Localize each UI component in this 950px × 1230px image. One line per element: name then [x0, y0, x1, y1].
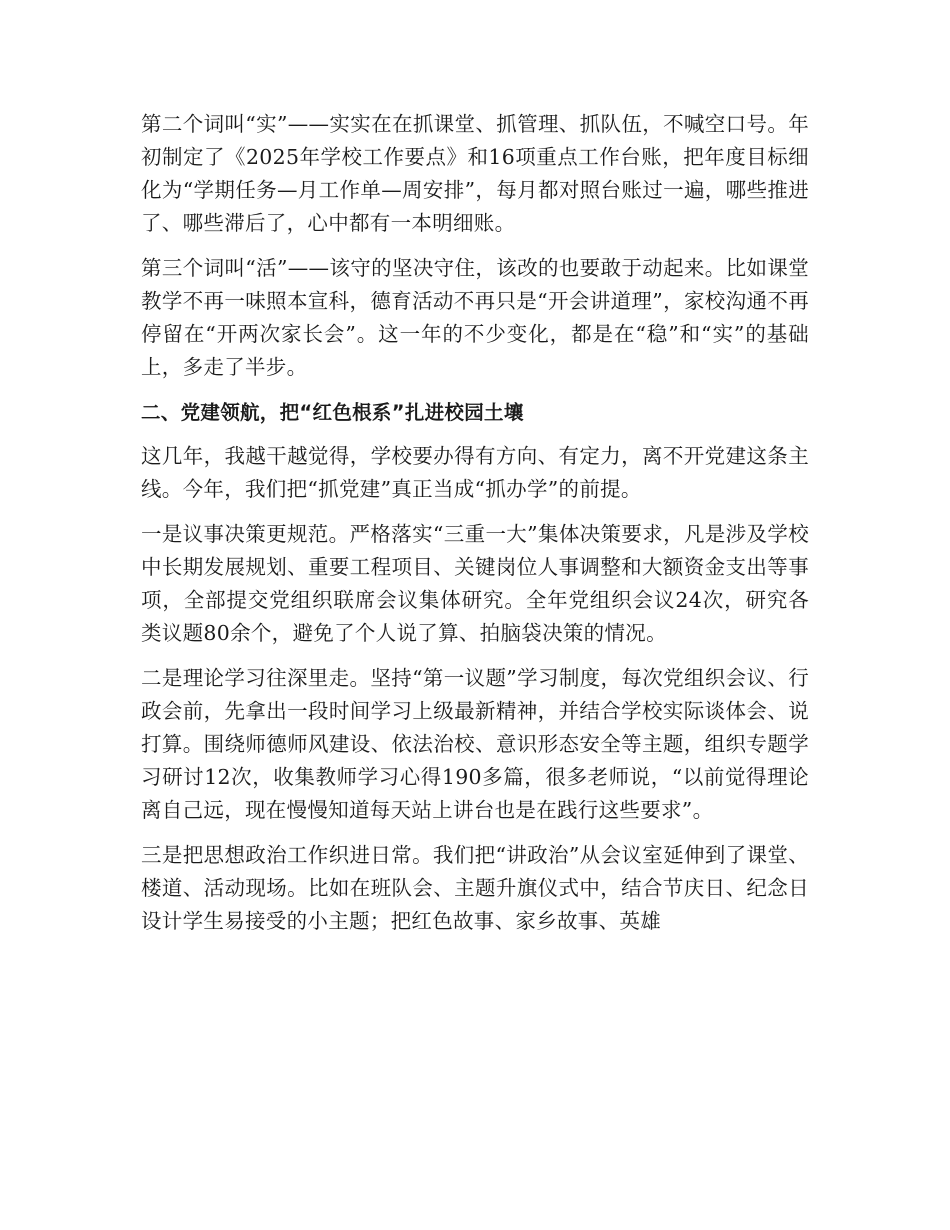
section-heading: 二、党建领航，把“红色根系”扎进校园土壤	[141, 401, 524, 424]
paragraph-huo: 第三个词叫“活”——该守的坚决守住，该改的也要敢于动起来。比如课堂教学不再一味照本宣科，德育活动不再只是“开会讲道理”，家校沟通不再停留在“开两次家长会”。这一年的不少变化，都是在“稳”和“实”的基础上，多走了半步。	[141, 256, 809, 379]
paragraph-ideology: 三是把思想政治工作织进日常。我们把“讲政治”从会议室延伸到了课堂、楼道、活动现场。比如在班队会、主题升旗仪式中，结合节庆日、纪念日设计学生易接受的小主题；把红色故事、家乡故事、英雄	[141, 843, 809, 933]
document-page	[141, 108, 809, 950]
paragraph-shi: 第二个词叫“实”——实实在在抓课堂、抓管理、抓队伍，不喊空口号。年初制定了《2025年学校工作要点》和16项重点工作台账，把年度目标细化为“学期任务—月工作单—周安排”，每月都对照台账过一遍，哪些推进了、哪些滞后了，心中都有一本明细账。	[141, 112, 809, 235]
paragraph-theory: 二是理论学习往深里走。坚持“第一议题”学习制度，每次党组织会议、行政会前，先拿出一段时间学习上级最新精神，并结合学校实际谈体会、说打算。围绕师德师风建设、依法治校、意识形态安全等主题，组织专题学习研讨12次，收集教师学习心得190多篇，很多老师说，“以前觉得理论离自己远，现在慢慢知道每天站上讲台也是在践行这些要求”。	[141, 666, 809, 822]
paragraph-intro: 这几年，我越干越觉得，学校要办得有方向、有定力，离不开党建这条主线。今年，我们把“抓党建”真正当成“抓办学”的前提。	[141, 444, 809, 501]
paragraph-decision: 一是议事决策更规范。严格落实“三重一大”集体决策要求，凡是涉及学校中长期发展规划、重要工程项目、关键岗位人事调整和大额资金支出等事项，全部提交党组织联席会议集体研究。全年党组织会议24次，研究各类议题80余个，避免了个人说了算、拍脑袋决策的情况。	[141, 522, 809, 645]
